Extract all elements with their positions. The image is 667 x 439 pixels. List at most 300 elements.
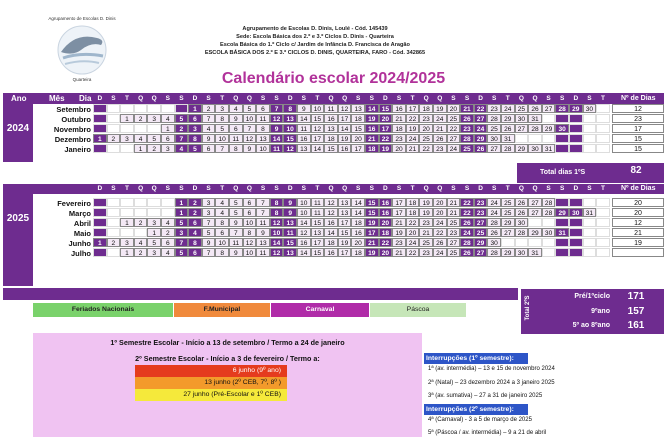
day-cell: 3 xyxy=(161,144,175,153)
day-cell: 26 xyxy=(528,104,542,113)
band1-day-header: S xyxy=(560,95,565,102)
day-cell: 23 xyxy=(433,144,447,153)
day-cell: 8 xyxy=(283,104,297,113)
day-cell: 16 xyxy=(351,228,365,237)
day-cell xyxy=(596,228,610,237)
month-count: 20 xyxy=(612,208,664,217)
day-cell: 3 xyxy=(120,134,134,143)
day-cell: 20 xyxy=(433,198,447,207)
day-cell: 7 xyxy=(175,238,189,247)
day-cell: 12 xyxy=(338,104,352,113)
band1-day-header: Q xyxy=(532,95,538,102)
day-cell: 27 xyxy=(542,104,556,113)
day-cell: 17 xyxy=(338,218,352,227)
day-cell: 13 xyxy=(283,114,297,123)
day-cell xyxy=(147,124,161,133)
month-label: Janeiro xyxy=(64,145,91,154)
month-label: Setembro xyxy=(56,105,91,114)
day-cell: 26 xyxy=(474,144,488,153)
day-cell: 13 xyxy=(297,144,311,153)
day-cell: 22 xyxy=(419,144,433,153)
day-cell: 4 xyxy=(202,124,216,133)
day-cell: 10 xyxy=(243,248,257,257)
day-cell: 11 xyxy=(229,238,243,247)
band1-day-header: Q xyxy=(246,95,252,102)
day-cell: 12 xyxy=(297,228,311,237)
day-cell: 3 xyxy=(202,198,216,207)
day-cell: 18 xyxy=(406,208,420,217)
day-cell: 12 xyxy=(243,238,257,247)
band1-day-header: D xyxy=(478,95,483,102)
header-line: Escola Básica do 1.º Ciclo c/ Jardim de Infância D. Francisca de Aragão xyxy=(220,42,410,48)
day-cell: 12 xyxy=(270,218,284,227)
day-cell: 26 xyxy=(460,218,474,227)
band2-day-header: D xyxy=(383,185,388,192)
day-cell: 6 xyxy=(229,124,243,133)
day-cell: 24 xyxy=(460,228,474,237)
day-cell: 28 xyxy=(555,104,569,113)
day-cell: 20 xyxy=(433,208,447,217)
day-cell: 30 xyxy=(555,124,569,133)
day-cell xyxy=(542,238,556,247)
day-cell: 28 xyxy=(460,134,474,143)
day-cell: 13 xyxy=(256,238,270,247)
band2-day-header: Q xyxy=(151,185,157,192)
day-cell xyxy=(569,124,583,133)
day-cell: 22 xyxy=(406,218,420,227)
day-cell xyxy=(528,238,542,247)
band2-day-header: Q xyxy=(233,185,239,192)
band2-day-header: Q xyxy=(423,185,429,192)
day-cell: 9 xyxy=(270,124,284,133)
day-cell: 18 xyxy=(324,238,338,247)
month-label: Abril xyxy=(73,219,91,228)
day-cell xyxy=(596,144,610,153)
day-cell xyxy=(93,208,107,217)
day-cell xyxy=(107,114,121,123)
day-cell: 23 xyxy=(474,198,488,207)
day-cell: 24 xyxy=(433,248,447,257)
day-cell xyxy=(107,104,121,113)
day-cell: 8 xyxy=(215,114,229,123)
day-cell: 19 xyxy=(406,124,420,133)
band2-day-header: T xyxy=(505,185,510,192)
band2-day-header: S xyxy=(560,185,565,192)
day-cell xyxy=(93,248,107,257)
day-cell: 1 xyxy=(120,218,134,227)
day-cell xyxy=(107,228,121,237)
day-cell: 22 xyxy=(474,104,488,113)
svg-text:Quarteira: Quarteira xyxy=(72,77,92,82)
year-column-2 xyxy=(3,194,33,286)
day-cell: 17 xyxy=(392,208,406,217)
day-cell: 4 xyxy=(188,228,202,237)
day-cell: 24 xyxy=(487,208,501,217)
day-cell: 25 xyxy=(501,208,515,217)
band1-day-header: T xyxy=(600,95,605,102)
day-cell: 22 xyxy=(406,248,420,257)
band2-day-header: Q xyxy=(518,185,524,192)
day-cell xyxy=(555,198,569,207)
day-cell xyxy=(583,238,597,247)
day-cell: 7 xyxy=(256,198,270,207)
month-count: 19 xyxy=(612,238,664,247)
page-title: Calendário escolar 2024/2025 xyxy=(221,70,446,87)
day-cell xyxy=(93,144,107,153)
day-cell: 27 xyxy=(528,198,542,207)
day-cell: 30 xyxy=(542,228,556,237)
band2-day-header: S xyxy=(546,185,551,192)
day-cell: 9 xyxy=(229,218,243,227)
day-cell: 26 xyxy=(460,114,474,123)
day-cell: 23 xyxy=(419,248,433,257)
day-cell: 31 xyxy=(555,228,569,237)
band1-day-header: Q xyxy=(138,95,144,102)
day-cell: 19 xyxy=(338,134,352,143)
day-cell: 4 xyxy=(229,104,243,113)
day-cell: 3 xyxy=(147,218,161,227)
band1-day-header: S xyxy=(206,95,211,102)
day-cell: 27 xyxy=(447,134,461,143)
day-cell: 7 xyxy=(202,114,216,123)
day-cell: 3 xyxy=(175,228,189,237)
day-cell: 26 xyxy=(487,228,501,237)
day-cell: 6 xyxy=(188,114,202,123)
day-cell xyxy=(583,134,597,143)
day-cell: 8 xyxy=(188,238,202,247)
day-cell: 20 xyxy=(379,114,393,123)
day-cell: 10 xyxy=(283,124,297,133)
day-cell xyxy=(542,218,556,227)
band1-day-header: S xyxy=(274,95,279,102)
day-cell: 22 xyxy=(379,238,393,247)
band1-day-header: S xyxy=(546,95,551,102)
day-cell: 5 xyxy=(175,218,189,227)
day-cell: 25 xyxy=(447,248,461,257)
day-cell: 28 xyxy=(487,114,501,123)
day-cell: 5 xyxy=(229,198,243,207)
band2-day-header: S xyxy=(492,185,497,192)
day-cell: 19 xyxy=(379,144,393,153)
day-cell xyxy=(120,208,134,217)
day-cell: 22 xyxy=(379,134,393,143)
day-cell: 17 xyxy=(338,248,352,257)
day-cell: 28 xyxy=(501,144,515,153)
day-cell xyxy=(569,218,583,227)
legend-feriados: Feriados Nacionais xyxy=(33,303,173,317)
day-cell: 11 xyxy=(297,124,311,133)
day-cell: 13 xyxy=(338,208,352,217)
day-cell: 24 xyxy=(433,114,447,123)
day-cell: 10 xyxy=(297,198,311,207)
band1-day-header: S xyxy=(356,95,361,102)
day-cell: 24 xyxy=(433,218,447,227)
day-cell: 27 xyxy=(487,144,501,153)
day-cell: 19 xyxy=(419,208,433,217)
day-cell: 29 xyxy=(501,218,515,227)
day-cell: 6 xyxy=(202,144,216,153)
day-cell: 27 xyxy=(474,218,488,227)
day-cell: 16 xyxy=(324,114,338,123)
day-cell: 8 xyxy=(188,134,202,143)
day-cell: 21 xyxy=(365,238,379,247)
day-cell: 27 xyxy=(474,114,488,123)
svg-text:Agrupamento de Escolas D. Dini: Agrupamento de Escolas D. Dinis xyxy=(48,16,116,21)
day-cell: 22 xyxy=(406,114,420,123)
day-cell: 27 xyxy=(528,208,542,217)
band2-day-header: S xyxy=(369,185,374,192)
day-cell: 16 xyxy=(365,124,379,133)
semester-1: 1º Semestre Escolar - Início a 13 de setembro / Termo a 24 de janeiro xyxy=(110,338,345,347)
band2-day-header: S xyxy=(396,185,402,192)
band1-day-header: Q xyxy=(437,95,443,102)
day-cell: 24 xyxy=(447,144,461,153)
day-cell: 20 xyxy=(379,218,393,227)
day-cell xyxy=(569,114,583,123)
day-cell: 13 xyxy=(338,198,352,207)
day-cell xyxy=(542,114,556,123)
day-cell: 15 xyxy=(283,238,297,247)
month-count: 23 xyxy=(612,114,664,123)
band1-day-header: D xyxy=(573,95,579,102)
day-cell: 13 xyxy=(256,134,270,143)
month-label: Junho xyxy=(68,239,91,248)
day-cell: 22 xyxy=(447,124,461,133)
mes-label: Mês xyxy=(49,94,65,103)
interrupcao-item: 5ª (Páscoa / av. intermédia) – 9 a 21 de abril xyxy=(428,430,547,436)
day-cell: 25 xyxy=(419,238,433,247)
day-cell: 17 xyxy=(338,114,352,123)
end-2ceb: 13 junho (2º CEB, 7º, 8º ) xyxy=(135,377,287,389)
day-cell: 7 xyxy=(175,134,189,143)
day-cell: 16 xyxy=(297,238,311,247)
day-cell: 18 xyxy=(351,248,365,257)
day-cell: 24 xyxy=(487,198,501,207)
header-line: Agrupamento de Escolas D. Dinis, Loulé - Cód. 145439 xyxy=(242,26,388,32)
day-cell: 4 xyxy=(215,208,229,217)
month-label: Julho xyxy=(71,249,91,258)
month-count: 12 xyxy=(612,218,664,227)
band2-day-header: S xyxy=(274,185,279,192)
day-cell: 13 xyxy=(324,124,338,133)
band2-day-header: S xyxy=(587,185,592,192)
day-cell xyxy=(583,248,597,257)
day-cell: 23 xyxy=(392,238,406,247)
day-cell: 1 xyxy=(147,228,161,237)
day-cell: 22 xyxy=(460,198,474,207)
day-cell: 9 xyxy=(229,248,243,257)
day-cell: 10 xyxy=(270,228,284,237)
day-cell: 20 xyxy=(392,144,406,153)
day-cell: 29 xyxy=(501,248,515,257)
day-cell: 27 xyxy=(447,238,461,247)
day-cell: 6 xyxy=(243,208,257,217)
day-cell: 18 xyxy=(406,198,420,207)
day-cell: 29 xyxy=(542,124,556,133)
day-cell: 28 xyxy=(515,228,529,237)
day-cell: 30 xyxy=(569,208,583,217)
day-cell: 20 xyxy=(379,248,393,257)
band1-day-header: T xyxy=(220,95,225,102)
day-cell: 5 xyxy=(147,134,161,143)
day-cell: 22 xyxy=(460,208,474,217)
day-cell xyxy=(583,114,597,123)
band1-day-header: S xyxy=(587,95,592,102)
day-cell: 5 xyxy=(175,114,189,123)
day-cell xyxy=(596,104,610,113)
band1-day-header: Q xyxy=(233,95,239,102)
day-cell: 27 xyxy=(515,124,529,133)
day-cell: 24 xyxy=(474,124,488,133)
day-cell: 23 xyxy=(419,218,433,227)
month-count xyxy=(612,248,664,257)
day-cell: 21 xyxy=(365,134,379,143)
day-cell: 9 xyxy=(202,134,216,143)
day-cell: 11 xyxy=(256,114,270,123)
day-cell xyxy=(120,144,134,153)
band2-day-header: Q xyxy=(342,185,348,192)
day-cell: 29 xyxy=(515,144,529,153)
day-cell: 15 xyxy=(283,134,297,143)
interrupcao-item: 3ª (av. sumativa) – 27 a 31 de janeiro 2025 xyxy=(428,393,543,399)
day-cell: 4 xyxy=(134,134,148,143)
day-cell xyxy=(107,198,121,207)
month-label: Maio xyxy=(73,229,91,238)
day-cell: 9 xyxy=(229,114,243,123)
day-cell xyxy=(147,104,161,113)
day-cell: 16 xyxy=(297,134,311,143)
day-cell xyxy=(147,208,161,217)
day-cell: 30 xyxy=(583,104,597,113)
band1-day-header: Q xyxy=(518,95,524,102)
end-9ano: 6 junho (9º ano) xyxy=(135,365,287,377)
day-cell: 15 xyxy=(351,124,365,133)
day-cell: 2 xyxy=(188,198,202,207)
day-cell xyxy=(596,198,610,207)
band2-day-header: S xyxy=(165,185,170,192)
interrupcoes-1-title: Interrupções (1º semestre): xyxy=(424,353,528,364)
day-cell: 28 xyxy=(487,248,501,257)
day-cell: 24 xyxy=(406,238,420,247)
day-cell: 26 xyxy=(460,248,474,257)
day-cell: 19 xyxy=(392,228,406,237)
day-cell: 16 xyxy=(324,248,338,257)
day-cell: 28 xyxy=(460,238,474,247)
day-cell: 3 xyxy=(215,104,229,113)
month-count: 15 xyxy=(612,134,664,143)
band2-day-header: Q xyxy=(246,185,252,192)
day-cell: 30 xyxy=(487,134,501,143)
day-cell: 29 xyxy=(555,208,569,217)
footer-strip xyxy=(3,288,518,300)
day-cell: 4 xyxy=(175,144,189,153)
day-cell xyxy=(596,218,610,227)
day-cell: 11 xyxy=(324,104,338,113)
day-cell: 9 xyxy=(297,104,311,113)
day-cell: 11 xyxy=(311,198,325,207)
day-cell: 31 xyxy=(501,134,515,143)
day-cell: 16 xyxy=(379,198,393,207)
band1-day-header: Q xyxy=(342,95,348,102)
day-cell: 23 xyxy=(392,134,406,143)
day-cell: 23 xyxy=(487,104,501,113)
day-cell: 2 xyxy=(202,104,216,113)
day-cell: 12 xyxy=(311,124,325,133)
day-cell: 21 xyxy=(419,228,433,237)
day-cell: 7 xyxy=(215,144,229,153)
band2-day-header: Q xyxy=(437,185,443,192)
day-cell xyxy=(596,208,610,217)
day-cell: 2 xyxy=(134,218,148,227)
day-cell: 17 xyxy=(379,124,393,133)
day-cell: 3 xyxy=(120,238,134,247)
month-label: Fevereiro xyxy=(57,199,91,208)
day-cell: 2 xyxy=(134,114,148,123)
day-cell: 1 xyxy=(134,144,148,153)
day-cell: 12 xyxy=(283,144,297,153)
day-cell: 5 xyxy=(243,104,257,113)
day-cell: 15 xyxy=(311,248,325,257)
day-cell xyxy=(93,228,107,237)
day-cell: 4 xyxy=(161,248,175,257)
band2-day-header: T xyxy=(410,185,415,192)
day-cell: 17 xyxy=(351,144,365,153)
band2-day-header: Q xyxy=(138,185,144,192)
day-cell: 7 xyxy=(256,208,270,217)
day-cell: 19 xyxy=(365,114,379,123)
day-cell: 25 xyxy=(447,218,461,227)
day-cell xyxy=(107,124,121,133)
day-cell: 13 xyxy=(351,104,365,113)
day-cell xyxy=(596,114,610,123)
day-cell: 21 xyxy=(392,218,406,227)
day-cell: 16 xyxy=(379,208,393,217)
day-cell: 15 xyxy=(365,208,379,217)
day-cell: 23 xyxy=(460,124,474,133)
band1-day-header: S xyxy=(369,95,374,102)
day-cell: 29 xyxy=(569,104,583,113)
day-cell xyxy=(569,134,583,143)
day-cell: 9 xyxy=(283,208,297,217)
band1-day-header: T xyxy=(505,95,510,102)
day-cell: 28 xyxy=(487,218,501,227)
day-cell: 8 xyxy=(215,248,229,257)
day-cell: 19 xyxy=(419,198,433,207)
day-cell: 11 xyxy=(270,144,284,153)
day-cell xyxy=(555,238,569,247)
day-cell: 15 xyxy=(311,218,325,227)
day-cell: 10 xyxy=(297,208,311,217)
day-cell: 25 xyxy=(515,104,529,113)
band1-day-header: Q xyxy=(328,95,334,102)
day-cell xyxy=(134,124,148,133)
day-cell: 25 xyxy=(460,144,474,153)
total-2s-row-value: 161 xyxy=(627,320,645,331)
day-cell: 3 xyxy=(147,114,161,123)
total-1s-value: 82 xyxy=(630,165,642,176)
day-cell: 14 xyxy=(270,238,284,247)
day-cell: 14 xyxy=(297,218,311,227)
day-cell xyxy=(583,198,597,207)
band1-day-header: T xyxy=(124,95,129,102)
day-cell: 24 xyxy=(501,104,515,113)
day-cell: 1 xyxy=(120,248,134,257)
day-cell xyxy=(555,218,569,227)
day-cell: 14 xyxy=(351,208,365,217)
band1-day-header: S xyxy=(464,95,470,102)
day-cell: 18 xyxy=(365,144,379,153)
day-cell: 20 xyxy=(351,134,365,143)
